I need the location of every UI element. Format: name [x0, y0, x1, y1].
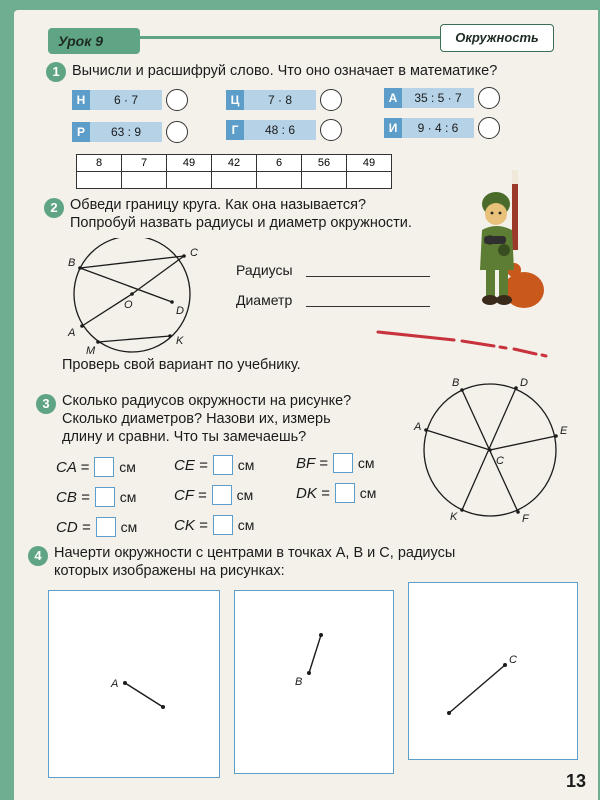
eq-label: CF =	[174, 486, 207, 504]
measure-box[interactable]	[213, 455, 233, 475]
label-e: E	[560, 425, 568, 437]
radius-c-figure	[409, 583, 577, 759]
unit-label: см	[237, 517, 255, 533]
example-i	[384, 118, 500, 138]
example-expression: 63 : 9	[90, 122, 162, 142]
example-letter: Г	[226, 120, 244, 140]
segment-bd	[80, 268, 172, 302]
example-a	[384, 88, 500, 108]
code-cell: 42	[212, 155, 257, 172]
code-cell: 49	[167, 155, 212, 172]
eq-label: CA =	[56, 458, 90, 476]
label-d: D	[176, 305, 184, 317]
label-m: M	[86, 345, 96, 357]
topic-tab	[440, 24, 554, 52]
eq-cd	[56, 516, 137, 538]
label-a: A	[68, 327, 76, 339]
label-f: F	[522, 513, 529, 525]
answer-circle[interactable]	[478, 117, 500, 139]
eq-ce	[174, 454, 254, 476]
drawing-frame-c[interactable]	[408, 582, 578, 760]
label-b: B	[295, 676, 303, 688]
measure-box[interactable]	[96, 517, 116, 537]
task2-line1: Обведи границу круга. Как она называется?	[70, 197, 367, 213]
example-n	[72, 90, 188, 110]
lesson-tab	[48, 28, 140, 54]
example-expression: 6 · 7	[90, 90, 162, 110]
measure-box[interactable]	[95, 487, 115, 507]
radii-answer-line[interactable]	[306, 276, 430, 277]
task3-line2: Сколько диаметров? Назови их, измерь	[62, 411, 331, 427]
radius-a-figure	[49, 591, 219, 777]
task1-text: Вычисли и расшифруй слово. Что оно означает в математике?	[72, 63, 498, 79]
example-letter: И	[384, 118, 402, 138]
diameter-label: Диаметр	[236, 292, 293, 308]
answer-circle[interactable]	[166, 121, 188, 143]
task3-line3: длину и сравни. Что ты замечаешь?	[62, 429, 307, 445]
code-cell: 49	[347, 155, 392, 172]
example-expression: 35 : 5 · 7	[402, 88, 474, 108]
answer-circle[interactable]	[320, 119, 342, 141]
label-c: C	[496, 455, 504, 467]
answer-cell[interactable]	[122, 172, 167, 189]
eq-cb	[56, 486, 136, 508]
eq-label: CE =	[174, 456, 208, 474]
answer-cell[interactable]	[167, 172, 212, 189]
check-note: Проверь свой вариант по учебнику.	[62, 357, 301, 373]
chord-mk	[98, 336, 170, 342]
eq-bf	[296, 452, 374, 474]
answer-cell[interactable]	[77, 172, 122, 189]
eq-ca	[56, 456, 136, 478]
task2-number: 2	[44, 198, 64, 218]
task3-number: 3	[36, 394, 56, 414]
header-rule	[134, 36, 444, 39]
task4-line1: Начерти окружности с центрами в точках A, B и C, радиусы	[54, 545, 456, 561]
example-letter: Ц	[226, 90, 244, 110]
answer-circle[interactable]	[166, 89, 188, 111]
measure-box[interactable]	[333, 453, 353, 473]
measure-box[interactable]	[213, 515, 233, 535]
eq-label: CD =	[56, 518, 91, 536]
answer-circle[interactable]	[320, 89, 342, 111]
chord-bc	[80, 256, 184, 268]
answer-cell[interactable]	[347, 172, 392, 189]
radii-label: Радиусы	[236, 262, 293, 278]
eq-cf	[174, 484, 253, 506]
topic-label: Окружность	[455, 30, 539, 45]
label-a: A	[414, 421, 422, 433]
code-cell: 6	[257, 155, 302, 172]
task1-number: 1	[46, 62, 66, 82]
task4-line2: которых изображены на рисунках:	[54, 563, 285, 579]
label-k: K	[176, 335, 184, 347]
label-k: K	[450, 511, 458, 523]
circle-figure-2	[54, 238, 234, 358]
code-cell: 56	[302, 155, 347, 172]
eq-label: BF =	[296, 454, 328, 472]
eq-dk	[296, 482, 376, 504]
page-number: 13	[565, 771, 586, 791]
eq-label: CK =	[174, 516, 208, 534]
example-expression: 7 · 8	[244, 90, 316, 110]
example-letter: Р	[72, 122, 90, 142]
measure-box[interactable]	[212, 485, 232, 505]
circle-figure-3	[410, 370, 570, 530]
label-a: A	[111, 678, 119, 690]
example-g	[226, 120, 342, 140]
label-d: D	[520, 377, 528, 389]
diameter-answer-line[interactable]	[306, 306, 430, 307]
radius-ce	[490, 436, 556, 450]
unit-label: см	[236, 487, 254, 503]
task3-line1: Сколько радиусов окружности на рисунке?	[62, 393, 352, 409]
radius-ca	[426, 430, 490, 450]
label-b: B	[452, 377, 460, 389]
dashed-divider	[374, 328, 554, 364]
example-letter: Н	[72, 90, 90, 110]
example-ts	[226, 90, 342, 110]
eq-ck	[174, 514, 254, 536]
example-letter: А	[384, 88, 402, 108]
label-o: O	[124, 299, 133, 311]
example-expression: 48 : 6	[244, 120, 316, 140]
example-expression: 9 · 4 : 6	[402, 118, 474, 138]
lesson-label: Урок 9	[58, 33, 104, 49]
task4-number: 4	[28, 546, 48, 566]
measure-box[interactable]	[94, 457, 114, 477]
answer-cell[interactable]	[257, 172, 302, 189]
drawing-frame-b[interactable]	[234, 590, 394, 774]
answer-circle[interactable]	[478, 87, 500, 109]
eq-label: CB =	[56, 488, 90, 506]
answer-cell[interactable]	[302, 172, 347, 189]
unit-label: см	[119, 459, 136, 475]
code-table	[76, 154, 392, 189]
unit-label: см	[359, 485, 377, 501]
task2-line2: Попробуй назвать радиусы и диаметр окружности.	[70, 215, 412, 231]
workbook-page	[14, 10, 598, 800]
code-cell: 8	[77, 155, 122, 172]
drawing-frame-a[interactable]	[48, 590, 220, 778]
measure-box[interactable]	[335, 483, 355, 503]
unit-label: см	[119, 489, 137, 505]
eq-label: DK =	[296, 484, 330, 502]
unit-label: см	[120, 519, 138, 535]
example-r	[72, 122, 188, 142]
character-illustration	[466, 170, 552, 314]
answer-cell[interactable]	[212, 172, 257, 189]
label-c: C	[509, 654, 517, 666]
unit-label: см	[357, 455, 375, 471]
label-c: C	[190, 247, 198, 259]
label-b: B	[68, 257, 76, 269]
code-cell: 7	[122, 155, 167, 172]
radius-b-figure	[235, 591, 393, 773]
unit-label: см	[237, 457, 255, 473]
